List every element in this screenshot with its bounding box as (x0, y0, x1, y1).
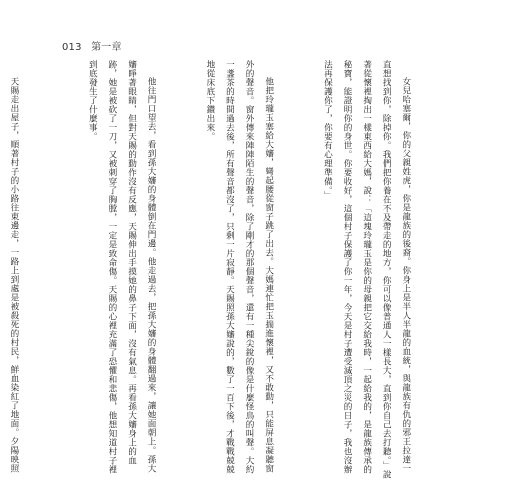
paragraph-2: 他把玲瓏玉塞給大嬸，彎起腰從窗子跳了出去。大媽連忙把玉揣進懷裡，又不敢動，只能屏息凝聽窗外的聲音。窗外傳來陣陣陌生的聲音，除了剛才的那個聲音，還有一種尖銳的像是什麼怪鳥的叫聲。大約一盞茶的時間過去後，所有聲音都沒了，只剩一片寂靜。天賜照孫大嬸說的，數了一百下後，才戰戰兢兢地從床底下鑽出來。 (204, 60, 274, 474)
paragraph-4: 天賜走出屋子，順著村子的小路往東邊走，一路上到處是被殺死的村民，鮮血染紅了地面。夕陽映照 (8, 77, 19, 474)
chapter-title: 第一章 (91, 42, 122, 53)
running-header (62, 38, 122, 53)
paragraph-3: 他往門口望去，看到孫大嬸的身體倒在門邊。他走過去，把孫大嬸的身體翻過來，讓她面朝上。孫大嬸睜著眼睛，但對天賜的動作沒有反應，天賜伸出手摸她的鼻子下面，沒有氣息。再看孫大嬸身上的血跡，她是被砍了一刀，又被刺穿了胸膛，一定是致命傷。天賜的心裡充滿了恐懼和悲傷，他想知道村子裡到底發生了什麼事。 (87, 60, 157, 474)
body-text (0, 60, 454, 480)
page-number: 013 (62, 42, 82, 53)
paragraph-1: 女兒哈塞爾，你的父親姓虎，你是龍族的後裔。你身上是半人半龍的血統，與龍族有仇的邪王拉達一直想找到你，除掉你。我們把你養在不及帶走的地方，你可以像普通人一樣長大，直到你自己去打聽。」說著從懷裡掏出一樣東西給大媽，說：「這塊玲瓏玉是你的母親把它交給我時，一起給我的，是龍族傳承的秘寶，能證明你的身世。你要收好，這個村子保護了你一年，今天是村子遭受滅頂之災的日子，我也沒辦法再保護你了，你要有心理準備。」 (322, 60, 411, 479)
